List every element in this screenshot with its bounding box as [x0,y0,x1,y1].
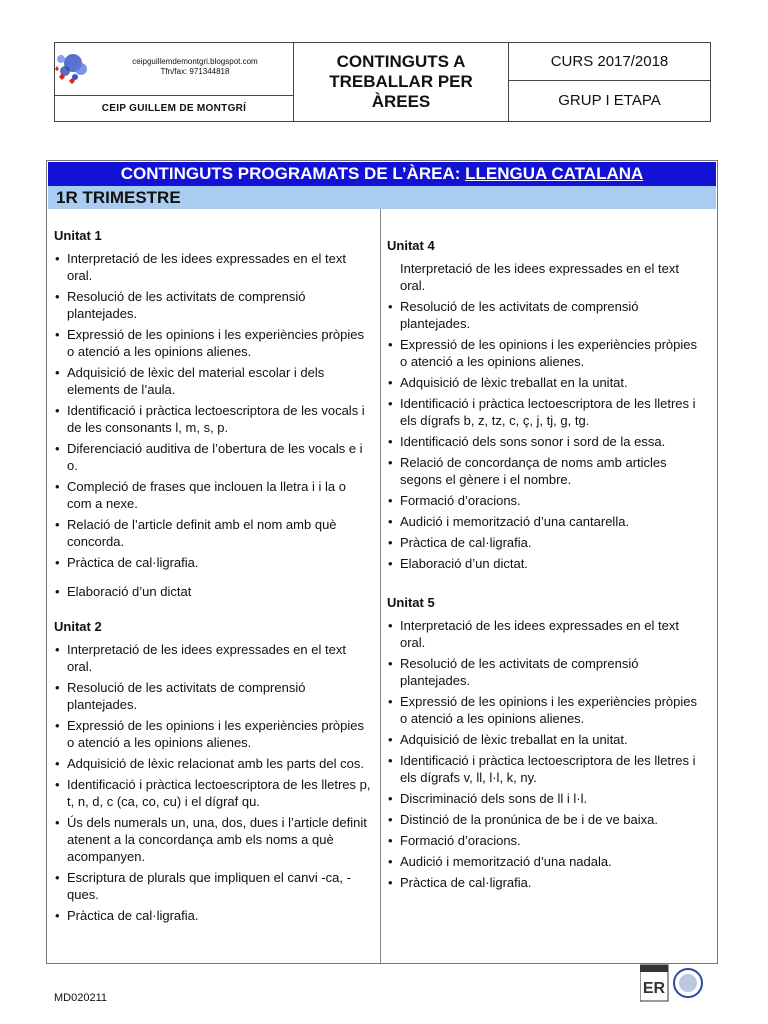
list-item: • Resolució de les activitats de comprensió plantejades. [54,679,374,713]
list-item: • Diferenciació auditiva de l’obertura de les vocals e i o. [54,440,374,474]
list-item: • Identificació i pràctica lectoescriptora de les lletres i els dígrafs v, ll, l·l, k, ny. [387,752,707,786]
list-item: • Elaboració d’un dictat. [387,555,707,572]
header-table [54,42,711,122]
list-item: • Pràctica de cal·ligrafia. [387,534,707,551]
list-item: • Identificació i pràctica lectoescriptora de les lletres p, t, n, d, c (ca, co, cu) i el dígraf qu. [54,776,374,810]
school-name: CEIP GUILLEM DE MONTGRÍ [101,103,247,114]
course-year: CURS 2017/2018 [509,43,710,81]
certification-badges [640,963,704,1003]
list-item: • Discriminació dels sons de ll i l·l. [387,790,707,807]
list-item: Interpretació de les idees expressades en el text oral. [400,261,679,293]
unit-1-title: Unitat 1 [54,228,102,243]
list-item: • Formació d’oracions. [387,832,707,849]
logo-area [55,43,293,96]
phone-fax: Tfn/fax: 971344818 [160,67,230,76]
document-title: CONTINGUTS A TREBALLAR PER ÀREES [329,52,473,111]
unit-4-list [387,260,707,572]
list-item: • Audició i memorització d’una cantarella. [387,513,707,530]
list-item: • Expressió de les opinions i les experiències pròpies o atenció a les opinions alienes. [387,336,707,370]
list-item: • Relació de concordança de noms amb articles segons el gènere i el nombre. [387,454,707,488]
list-item: • Resolució de les activitats de comprensió plantejades. [54,288,374,322]
area-title-bar [48,162,716,186]
column-divider [380,209,381,963]
list-item: • Adquisició de lèxic treballat en la unitat. [387,731,707,748]
list-item: • Pràctica de cal·ligrafia. [54,907,374,924]
area-name: LLENGUA CATALANA [465,164,644,183]
list-item: • Audició i memorització d’una nadala. [387,853,707,870]
list-item: • Distinció de la pronúnica de be i de ve baixa. [387,811,707,828]
list-item: • Compleció de frases que inclouen la lletra i i la o com a nexe. [54,478,374,512]
contact-info [95,57,295,77]
list-item: • Identificació i pràctica lectoescriptora de les vocals i de les consonants l, m, s, p. [54,402,374,436]
list-item: • Relació de l’article definit amb el nom amb què concorda. [54,516,374,550]
list-item: • Elaboració d’un dictat [54,583,374,600]
blog-url: ceipguillemdemontgri.blogspot.com [132,57,258,66]
unit-4-title: Unitat 4 [387,238,435,253]
document-code: MD020211 [54,992,107,1004]
list-item: • Interpretació de les idees expressades en el text oral. [54,250,374,284]
unit-5-title: Unitat 5 [387,595,435,610]
trimester-bar: 1R TRIMESTRE [48,186,716,209]
unit-5-list [387,617,707,891]
area-prefix: CONTINGUTS PROGRAMATS DE L’ÀREA: [120,164,466,183]
school-logo [5,47,97,93]
course-cell [509,43,711,121]
list-item: • Identificació i pràctica lectoescriptora de les lletres i els dígrafs b, z, tz, c, ç, j, tj, g, tg. [387,395,707,429]
list-item: • Interpretació de les idees expressades en el text oral. [54,641,374,675]
list-item: • Pràctica de cal·ligrafia. [54,554,374,571]
list-item: • Pràctica de cal·ligrafia. [387,874,707,891]
list-item: • Formació d’oracions. [387,492,707,509]
svg-text:ER: ER [642,980,666,997]
group-stage: GRUP I ETAPA [558,92,661,109]
unit-1-list [54,250,374,600]
unit-2-title: Unitat 2 [54,619,102,634]
logo-cell [55,43,294,121]
list-item: • Resolució de les activitats de comprensió plantejades. [387,298,707,332]
list-item: • Ús dels numerals un, una, dos, dues i l’article definit atenent a la concordança amb els noms a què acompanyen. [54,814,374,865]
list-item: • Interpretació de les idees expressades en el text oral. [387,617,707,651]
left-column [54,227,374,928]
list-item: • Adquisició de lèxic del material escolar i dels elements de l’aula. [54,364,374,398]
list-item: • Expressió de les opinions i les experiències pròpies o atenció a les opinions alienes. [387,693,707,727]
right-column [387,237,707,895]
list-item: • Adquisició de lèxic treballat en la unitat. [387,374,707,391]
list-item: • Resolució de les activitats de comprensió plantejades. [387,655,707,689]
list-item: • Adquisició de lèxic relacionat amb les parts del cos. [54,755,374,772]
content-frame [46,160,718,964]
list-item: • Identificació dels sons sonor i sord de la essa. [387,433,707,450]
list-item: • Expressió de les opinions i les experiències pròpies o atenció a les opinions alienes. [54,326,374,360]
list-item: • Escriptura de plurals que impliquen el canvi -ca, -ques. [54,869,374,903]
list-item: • Expressió de les opinions i les experiències pròpies o atenció a les opinions alienes. [54,717,374,751]
unit-2-list [54,641,374,924]
title-cell [294,43,509,121]
